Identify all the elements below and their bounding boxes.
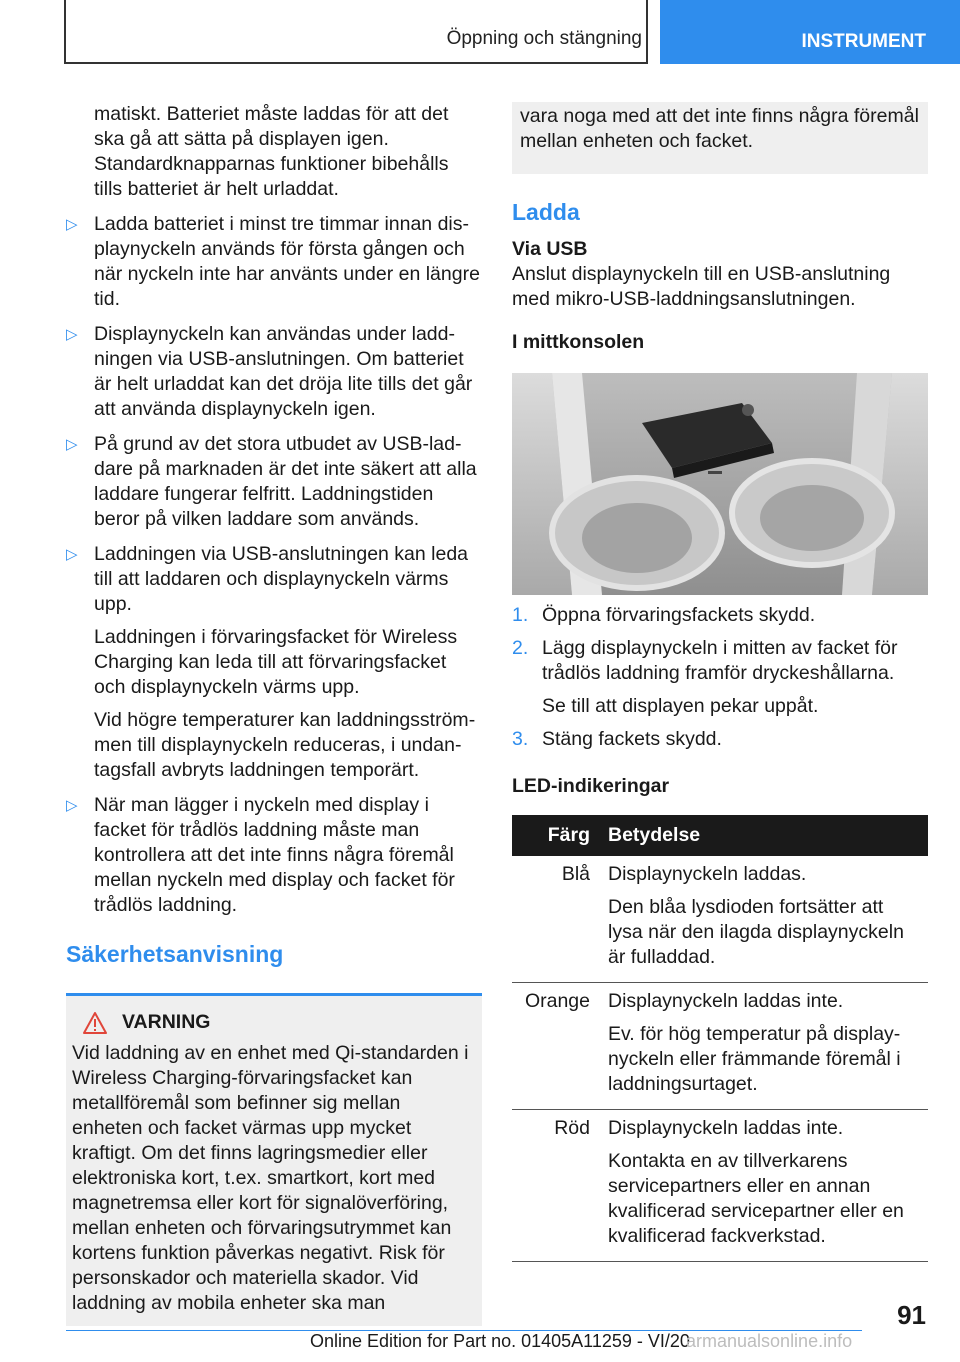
list-subparagraph: Vid högre temperaturer kan laddningsströmmen till displaynyckeln reduceras, i undantagsfall avbryts laddningen temporärt.	[94, 709, 476, 781]
step-item	[512, 603, 928, 628]
warning-continuation	[512, 102, 928, 174]
list-subparagraph: Laddningen i förvaringsfacket för Wireless Charging kan leda till att förvaringsfacket och displaynyckeln värms upp.	[94, 626, 458, 698]
usb-text: Anslut displaynyckeln till en USB-anslutning med mikro-USB-laddningsanslutningen.	[512, 263, 891, 310]
warning-title: VARNING	[122, 1011, 211, 1033]
safety-heading: Säkerhetsanvisning	[66, 941, 284, 967]
warning-header	[72, 1010, 474, 1035]
list-item	[66, 432, 482, 532]
list-item	[66, 793, 482, 918]
led-heading: LED-indikeringar	[512, 775, 670, 797]
left-column	[66, 102, 482, 1326]
color-cell: Röd	[512, 1110, 600, 1262]
warning-box	[66, 993, 482, 1326]
step-number: 3.	[512, 728, 529, 750]
chapter-tab-label: INSTRUMENT	[801, 31, 926, 52]
list-item-text: På grund av det stora utbudet av USB-laddare på marknaden är det inte säkert att alla laddare fungerar felfritt. Laddningstiden beror på vilken laddare som används.	[94, 433, 477, 530]
list-item	[66, 322, 482, 422]
step-text: Lägg displaynyckeln i mitten av facket för trådlös laddning framför dryckeshållarna.	[542, 637, 898, 684]
watermark: armanualsonline.info	[686, 1331, 853, 1351]
step-note: Se till att displayen pekar uppåt.	[542, 695, 819, 717]
triangle-right-icon: ▷	[66, 797, 78, 814]
warning-text: Vid laddning av en enhet med Qi-standarden i Wireless Charging-förvaringsfacket kan metallföremål som befinner sig mellan enheten och facket värmas upp mycket kraftigt. Om det finns lagringsmedier eller elektroniska kort, t.ex. smartkort, kort med magnetremsa eller kort för signalöverföring, mellan enheten och förvaringsutrymmet kan kortens funktion påverkas negativt. Risk för personskador och materiella skador. Vid laddning av mobila enheter ska man	[72, 1042, 469, 1314]
intro-paragraph: matiskt. Batteriet måste laddas för att det ska gå att sätta på displayen igen. Standardknapparnas funktioner bibehålls tills batteriet är helt urladdat.	[94, 103, 449, 200]
warning-continuation-text: vara noga med att det inte finns några föremål mellan enheten och facket.	[520, 105, 919, 152]
usb-heading: Via USB	[512, 238, 588, 260]
table-row	[512, 856, 928, 983]
list-item-text: Laddningen via USB-anslutningen kan leda till att laddaren och displaynyckeln värms upp.	[94, 543, 469, 615]
triangle-right-icon: ▷	[66, 326, 78, 343]
edition-text: Online Edition for Part no. 01405A11259 - VI/20	[310, 1331, 690, 1351]
chapter-tab	[660, 0, 960, 64]
step-text: Stäng fackets skydd.	[542, 728, 722, 750]
page-number: 91	[897, 1300, 926, 1330]
meaning-detail: Kontakta en av tillverkarens servicepartners eller en annan kvalificerad servicepartner eller en kvalificerad fackverkstad.	[608, 1150, 904, 1247]
meaning-cell	[600, 1110, 928, 1262]
step-number: 2.	[512, 637, 529, 659]
list-item-text: När man lägger i nyckeln med display i facket för trådlös laddning måste man kontrollera att det inte finns några föremål mellan nyckeln med display och facket för trådlös laddning.	[94, 794, 455, 916]
list-item	[66, 542, 482, 617]
section-title: Öppning och stängning	[446, 28, 642, 49]
table-header-cell: Färg	[512, 815, 600, 856]
step-item	[512, 636, 928, 686]
list-item-text: Ladda batteriet i minst tre timmar innan displaynyckeln används för första gången och när nyckeln inte har använts under en längre tid.	[94, 213, 480, 310]
list-item-text: Displaynyckeln kan användas under laddningen via USB-anslutningen. Om batteriet är helt urladdat kan det dröja lite tills det går att använda displaynyckeln igen.	[94, 323, 473, 420]
table-row	[512, 983, 928, 1110]
console-heading: I mittkonsolen	[512, 331, 645, 353]
triangle-right-icon: ▷	[66, 216, 78, 233]
color-cell: Blå	[512, 856, 600, 983]
meaning-text: Displaynyckeln laddas inte.	[608, 1117, 844, 1139]
warning-triangle-icon	[82, 1011, 108, 1035]
triangle-right-icon: ▷	[66, 546, 78, 563]
triangle-right-icon: ▷	[66, 436, 78, 453]
ladda-heading: Ladda	[512, 199, 580, 225]
meaning-cell	[600, 983, 928, 1110]
meaning-detail: Ev. för hög temperatur på displaynyckeln eller främmande föremål i laddningsurtaget.	[608, 1023, 901, 1095]
meaning-text: Displaynyckeln laddas.	[608, 863, 807, 885]
table-row	[512, 1110, 928, 1262]
meaning-detail: Den blåa lysdioden fortsätter att lysa när den ilagda displaynyckeln är fulladdad.	[608, 896, 904, 968]
table-header-row	[512, 815, 928, 856]
console-photo	[512, 373, 928, 595]
color-cell: Orange	[512, 983, 600, 1110]
step-number: 1.	[512, 604, 529, 626]
step-text: Öppna förvaringsfackets skydd.	[542, 604, 816, 626]
meaning-cell	[600, 856, 928, 983]
led-table	[512, 815, 928, 1262]
right-column	[512, 102, 928, 1262]
meaning-text: Displaynyckeln laddas inte.	[608, 990, 844, 1012]
list-item	[66, 212, 482, 312]
step-item	[512, 727, 928, 752]
table-header-cell: Betydelse	[600, 815, 928, 856]
